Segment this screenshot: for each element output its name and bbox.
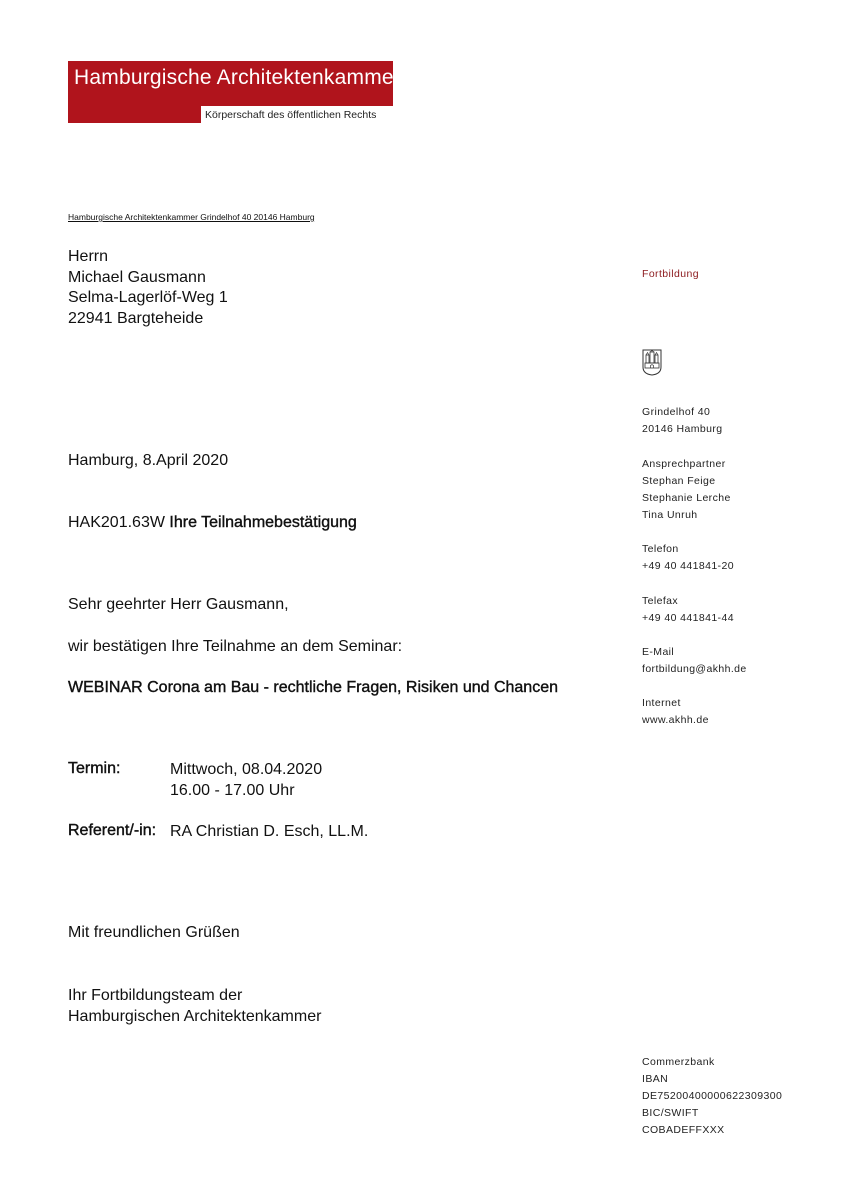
recipient-city: 22941 Bargteheide xyxy=(68,309,204,327)
contacts-label: Ansprechpartner xyxy=(642,458,726,470)
contact-name: Tina Unruh xyxy=(642,509,698,521)
letter-subject xyxy=(68,514,357,532)
termin-values xyxy=(170,760,322,801)
web-label: Internet xyxy=(642,697,681,709)
contact-name: Stephan Feige xyxy=(642,475,716,487)
bic-label: BIC/SWIFT xyxy=(642,1107,699,1119)
sidebar-contacts xyxy=(642,456,731,524)
iban-label: IBAN xyxy=(642,1073,669,1085)
logo-title: Hamburgische Architektenkammer xyxy=(74,66,401,89)
sender-address-line: Hamburgische Architektenkammer Grindelhof 40 20146 Hamburg xyxy=(68,212,315,222)
recipient-salutation: Herrn xyxy=(68,248,109,265)
fax-number: +49 40 441841-44 xyxy=(642,612,734,624)
sidebar-bank xyxy=(642,1054,782,1139)
recipient-address xyxy=(68,247,228,329)
sidebar-fax xyxy=(642,593,734,627)
letter-signature xyxy=(68,986,321,1027)
termin-date: Mittwoch, 08.04.2020 xyxy=(170,761,323,778)
contact-name: Stephanie Lerche xyxy=(642,492,731,504)
fax-label: Telefax xyxy=(642,595,679,607)
recipient-name: Michael Gausmann xyxy=(68,268,206,286)
signature-line-2: Hamburgischen Architektenkammer xyxy=(68,1007,322,1025)
signature-line-1: Ihr Fortbildungsteam der xyxy=(68,987,243,1004)
sidebar-email xyxy=(642,644,747,678)
subject-reference: HAK201.63W xyxy=(68,514,165,531)
email-label: E-Mail xyxy=(642,646,675,658)
seminar-title: WEBINAR Corona am Bau - rechtliche Fragen, Risiken und Chancen xyxy=(68,679,558,696)
letter-intro: wir bestätigen Ihre Teilnahme an dem Seminar: xyxy=(68,638,403,655)
recipient-street: Selma-Lagerlöf-Weg 1 xyxy=(68,289,228,306)
subject-title: Ihre Teilnahmebestätigung xyxy=(169,514,357,531)
phone-number: +49 40 441841-20 xyxy=(642,560,734,572)
sidebar-city: 20146 Hamburg xyxy=(642,423,723,435)
termin-label: Termin: xyxy=(68,760,121,777)
letter-closing: Mit freundlichen Grüßen xyxy=(68,924,240,941)
termin-time: 16.00 - 17.00 Uhr xyxy=(170,781,295,799)
iban-value: DE75200400000622309300 xyxy=(642,1090,783,1102)
logo-subtitle: Körperschaft des öffentlichen Rechts xyxy=(201,106,393,124)
sidebar-address xyxy=(642,404,723,438)
department-label: Fortbildung xyxy=(642,268,699,280)
letter-date: Hamburg, 8.April 2020 xyxy=(68,452,229,469)
referent-label: Referent/-in: xyxy=(68,822,157,839)
letter-salutation: Sehr geehrter Herr Gausmann, xyxy=(68,596,289,613)
web-address: www.akhh.de xyxy=(642,714,709,726)
phone-label: Telefon xyxy=(642,543,679,555)
sidebar-web xyxy=(642,695,709,729)
bic-value: COBADEFFXXX xyxy=(642,1124,725,1136)
sidebar-phone xyxy=(642,541,734,575)
sidebar-street: Grindelhof 40 xyxy=(642,406,711,418)
email-address: fortbildung@akhh.de xyxy=(642,663,747,675)
bank-name: Commerzbank xyxy=(642,1056,715,1068)
referent-name: RA Christian D. Esch, LL.M. xyxy=(170,823,369,840)
hamburg-crest-icon xyxy=(642,348,662,376)
